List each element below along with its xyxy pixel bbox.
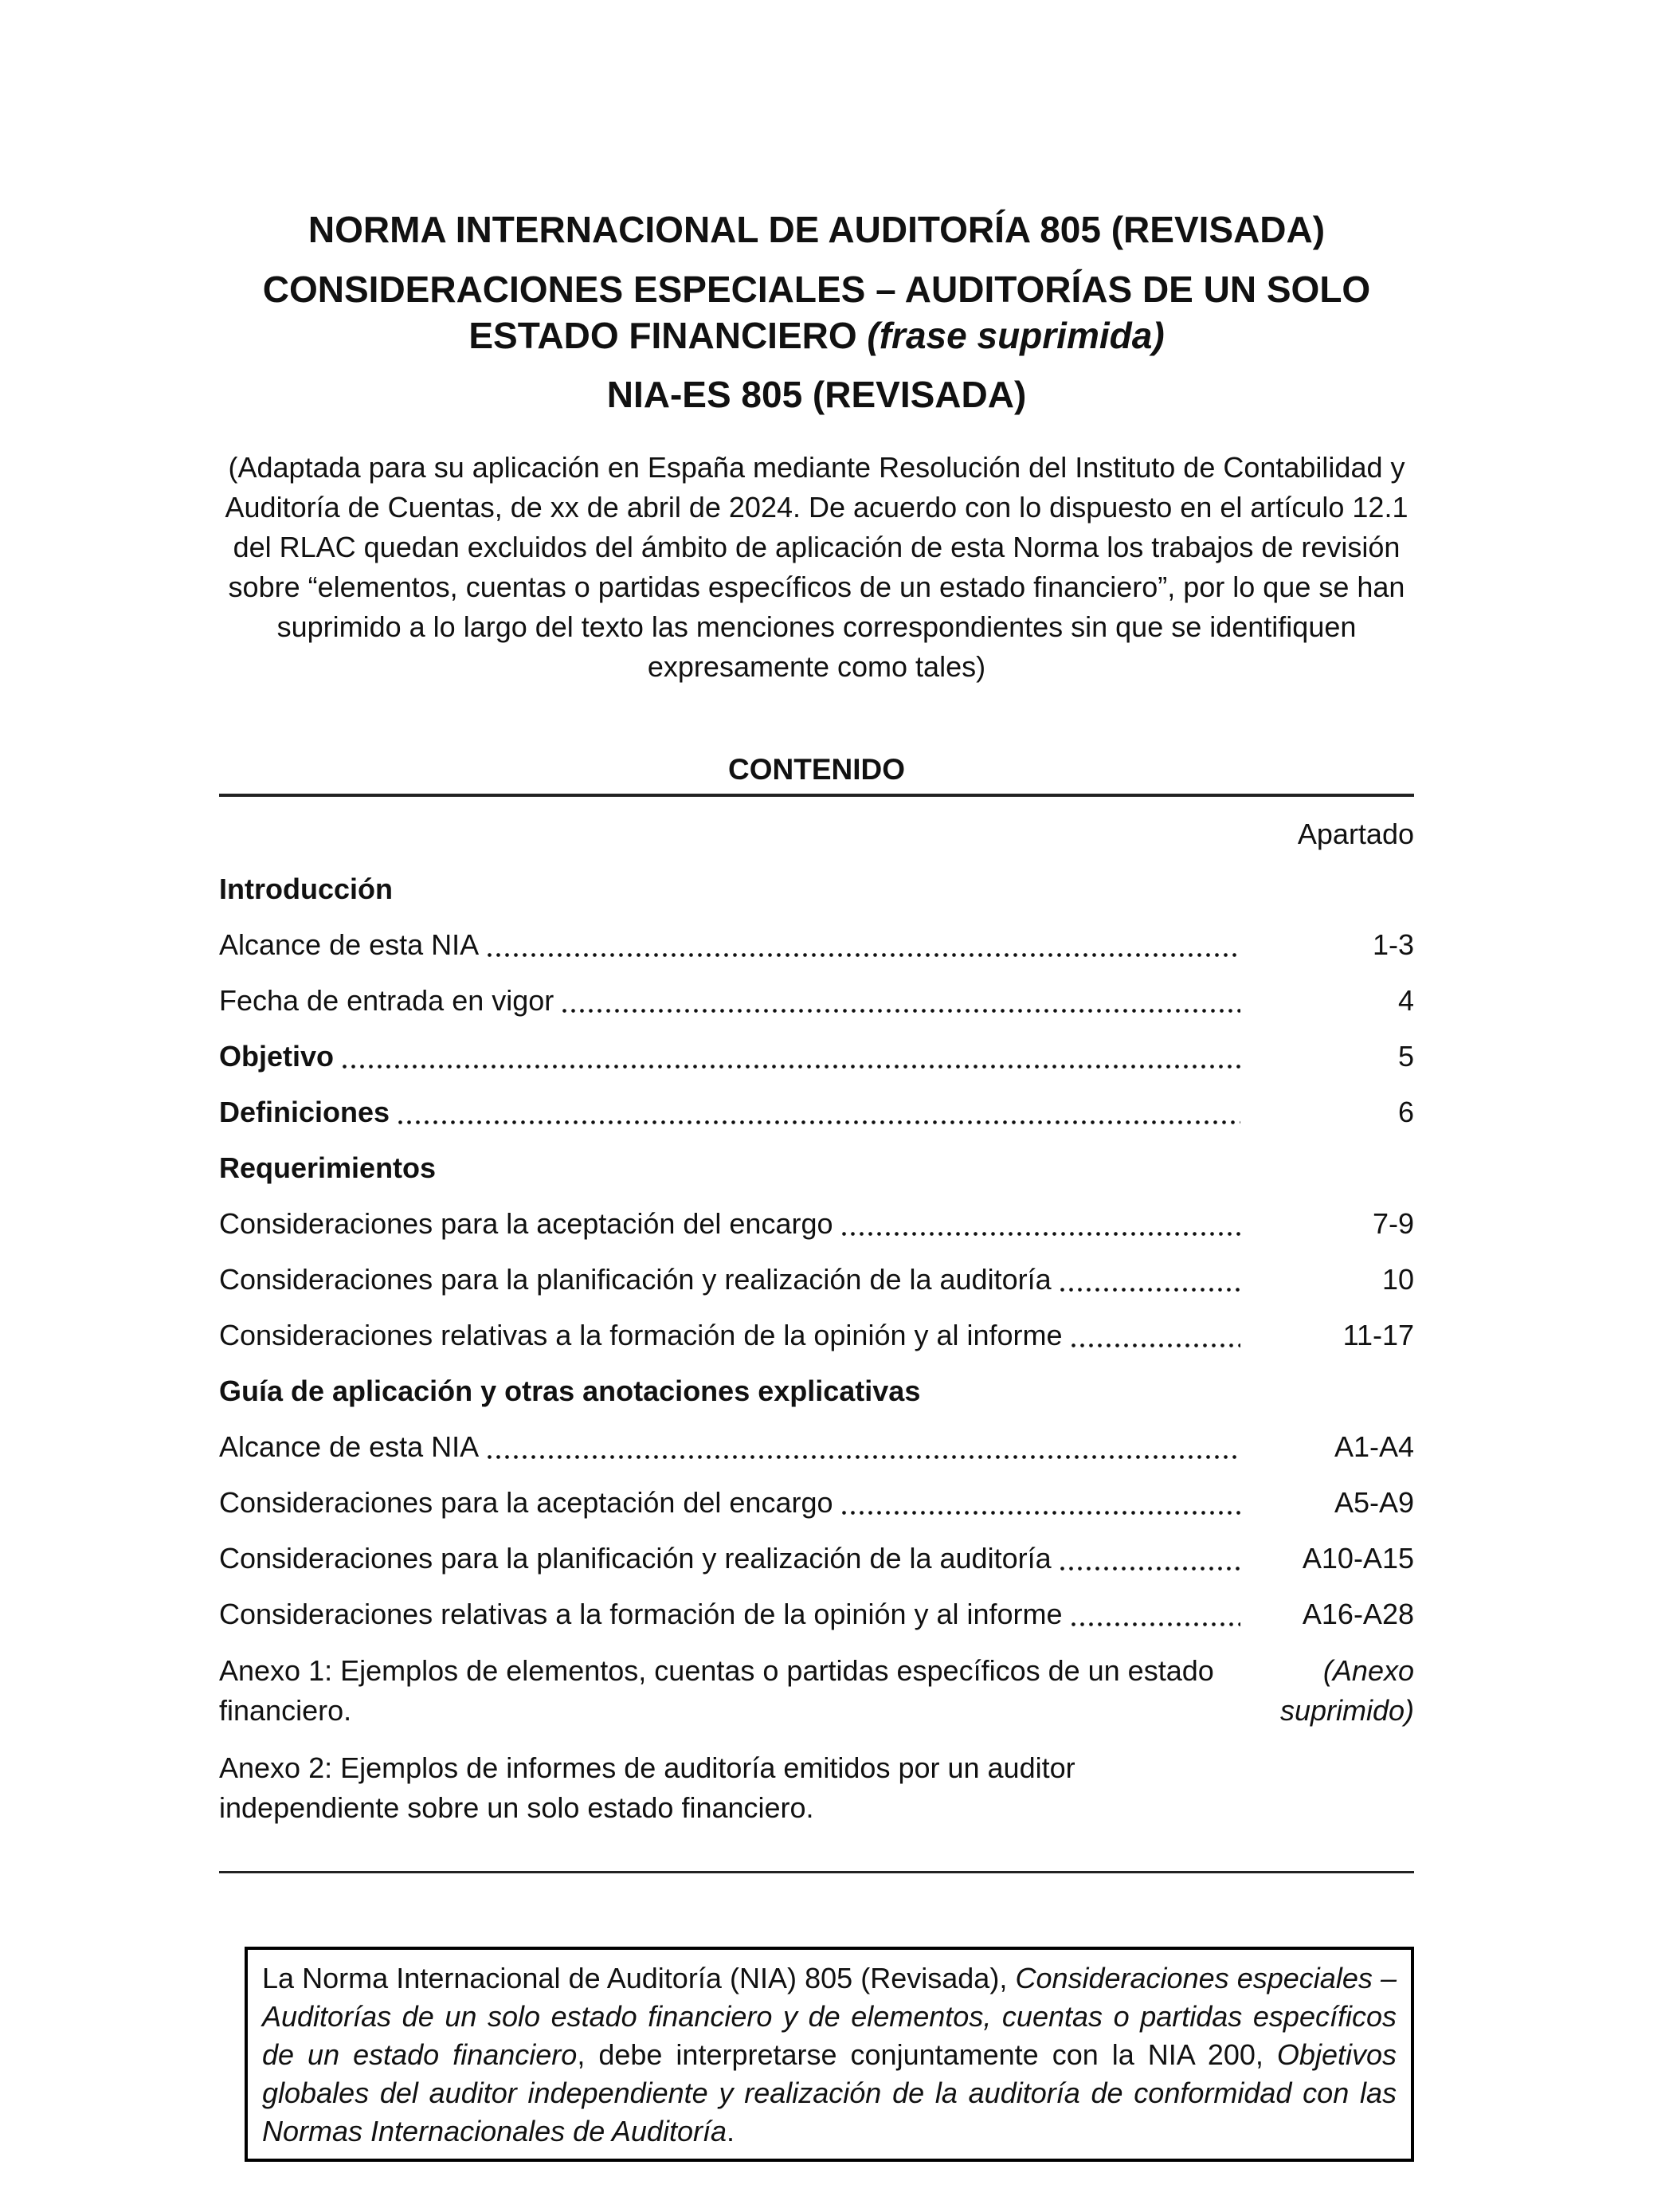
toc-entry-annotation: (Anexo suprimido): [1279, 1654, 1414, 1727]
toc-entry-paragraphs: 4: [1397, 984, 1414, 1017]
dot-leader: [1058, 1567, 1240, 1571]
toc-entry-label: Anexo 2: Ejemplos de informes de auditoría emitidos por un auditor independiente sobre un solo estado financiero.: [219, 1751, 1075, 1824]
toc-entry-paragraphs: 5: [1397, 1040, 1414, 1073]
toc-row-anexo-1: [219, 1651, 1414, 1731]
toc-row-fecha-entrada-vigor: [219, 982, 1414, 1020]
toc-entry-paragraphs: A5-A9: [1334, 1486, 1414, 1519]
toc-row-formacion-guia: [219, 1595, 1414, 1634]
contents-top-rule: [219, 794, 1414, 797]
footnote-run-3: , debe interpretarse conjuntamente con la NIA 200,: [577, 2038, 1277, 2071]
title-block: [219, 206, 1414, 418]
footnote-run-4-nia200-title: Objetivos globales del auditor independiente y realización de la auditoría de conformidad con las Normas Internacionales de Auditoría: [262, 2038, 1397, 2147]
dot-leader: [396, 1120, 1240, 1124]
toc-entry-label: Consideraciones para la planificación y realización de la auditoría: [219, 1542, 1052, 1575]
dot-leader: [1058, 1288, 1240, 1292]
toc-row-planificacion-guia: [219, 1539, 1414, 1578]
toc-row-aceptacion-guia: [219, 1484, 1414, 1522]
toc-section-requerimientos: [219, 1149, 1414, 1187]
toc-entry-label: Alcance de esta NIA: [219, 928, 480, 961]
subtitle-suppressed-phrase: (frase suprimida): [867, 315, 1165, 356]
dot-leader: [485, 1455, 1240, 1459]
toc-section-label: Introducción: [219, 873, 393, 905]
standard-code-title: NIA-ES 805 (REVISADA): [606, 374, 1027, 415]
toc-entry-label: Anexo 1: Ejemplos de elementos, cuentas o partidas específicos de un estado financiero.: [219, 1654, 1214, 1727]
toc-entry-label: Consideraciones relativas a la formación de la opinión y al informe: [219, 1319, 1063, 1351]
toc-entry-label: Consideraciones para la aceptación del encargo: [219, 1486, 833, 1519]
toc-entry-paragraphs: A16-A28: [1302, 1598, 1414, 1630]
subtitle-main-text: CONSIDERACIONES ESPECIALES – AUDITORÍAS DE UN SOLO ESTADO FINANCIERO: [262, 269, 1371, 356]
dot-leader: [840, 1232, 1240, 1236]
toc-entry-label: Objetivo: [219, 1040, 335, 1073]
contents-section: [219, 752, 1414, 1828]
toc-row-alcance-guia: [219, 1428, 1414, 1466]
document-subtitle: [219, 266, 1414, 359]
footnote-run-1: La Norma Internacional de Auditoría (NIA) 805 (Revisada),: [262, 1962, 1016, 1994]
toc-entry-label: Alcance de esta NIA: [219, 1430, 480, 1463]
footnote-run-2-standard-title: Consideraciones especiales – Auditorías de un solo estado financiero y de elementos, cuentas o partidas específicos de un estado financiero: [262, 1962, 1397, 2071]
toc-row-formacion-opinion: [219, 1316, 1414, 1355]
toc-section-introduccion: [219, 870, 1414, 908]
toc-entry-label: Fecha de entrada en vigor: [219, 984, 554, 1017]
toc-entry-paragraphs: A1-A4: [1334, 1430, 1414, 1463]
toc-section-label: Requerimientos: [219, 1151, 437, 1184]
dot-leader: [1069, 1622, 1240, 1626]
contents-heading: CONTENIDO: [728, 753, 905, 786]
toc-entry-label: Definiciones: [219, 1096, 390, 1128]
footnote-box: [245, 1947, 1414, 2162]
dot-leader: [560, 1009, 1240, 1013]
dot-leader: [340, 1065, 1240, 1069]
toc-entry-paragraphs: 10: [1381, 1263, 1414, 1296]
dot-leader: [840, 1511, 1240, 1515]
adaptation-note: (Adaptada para su aplicación en España mediante Resolución del Instituto de Contabilidad y Auditoría de Cuentas, de xx de abril de 2024. De acuerdo con lo dispuesto en el artículo 12.1 del RLAC quedan excluidos del ámbito de aplicación de esta Norma los trabajos de revisión sobre “elementos, cuentas o partidas específicos de un estado financiero”, por lo que se han suprimido a lo largo del texto las menciones correspondientes sin que se identifiquen expresamente como tales): [225, 451, 1408, 683]
toc-row-definiciones: [219, 1093, 1414, 1131]
toc-entry-paragraphs: A10-A15: [1302, 1542, 1414, 1575]
dot-leader: [1069, 1343, 1240, 1347]
contents-bottom-rule: [219, 1871, 1414, 1873]
footnote-paragraph: [262, 1959, 1397, 2151]
dot-leader: [485, 953, 1240, 957]
toc-row-aceptacion-encargo: [219, 1205, 1414, 1243]
toc-entry-label: Consideraciones relativas a la formación de la opinión y al informe: [219, 1598, 1063, 1630]
document-title: NORMA INTERNACIONAL DE AUDITORÍA 805 (REVISADA): [308, 209, 1326, 250]
toc-section-guia-aplicacion: [219, 1372, 1414, 1410]
toc-entry-paragraphs: 11-17: [1342, 1319, 1414, 1351]
toc-row-alcance: [219, 926, 1414, 964]
toc-entry-paragraphs: 1-3: [1372, 928, 1414, 961]
toc-section-label: Guía de aplicación y otras anotaciones explicativas: [219, 1375, 921, 1407]
toc-entry-paragraphs: 7-9: [1372, 1207, 1414, 1240]
toc-entry-label: Consideraciones para la planificación y realización de la auditoría: [219, 1263, 1052, 1296]
toc-entry-paragraphs: 6: [1397, 1096, 1414, 1128]
toc-entry-label: Consideraciones para la aceptación del encargo: [219, 1207, 833, 1240]
toc-row-anexo-2: [219, 1748, 1414, 1828]
contents-column-header: Apartado: [1297, 818, 1414, 850]
toc-row-objetivo: [219, 1037, 1414, 1076]
toc-row-planificacion-auditoria: [219, 1261, 1414, 1299]
footnote-run-5: .: [726, 2115, 735, 2147]
